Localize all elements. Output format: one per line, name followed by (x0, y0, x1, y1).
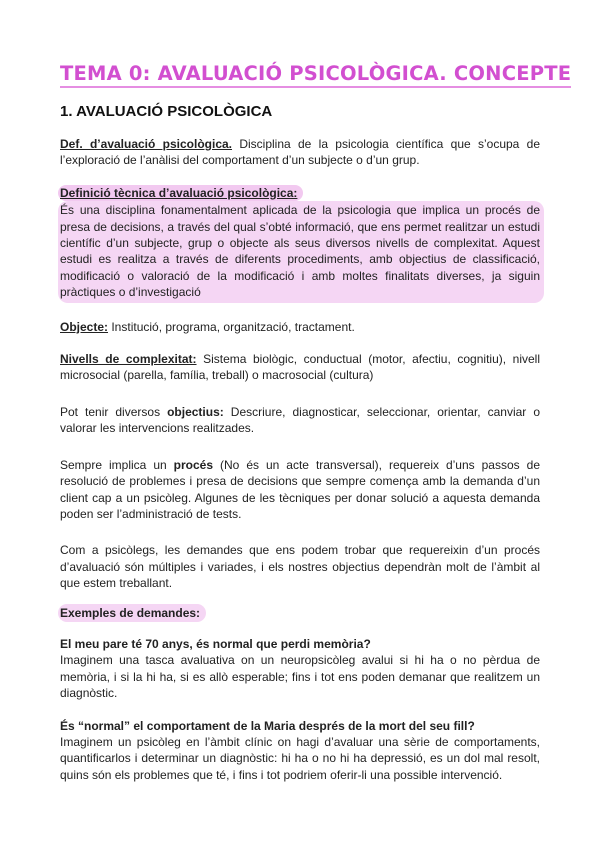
definition-paragraph (60, 136, 540, 169)
demandes-paragraph: Com a psicòlegs, les demandes que ens podem trobar que requereixin d’un procés d’avaluació són múltiples i variades, i els nostres objectius dependràn molt de l’àmbit al que estem treballant. (60, 543, 540, 591)
objecte-paragraph (60, 319, 540, 335)
technical-definition-text: És una disciplina fonamentalment aplicada de la psicologia que implica un procés de presa de decisions, a través del qual s’obté informació, que ens permet realitzar un estudi científic d’un subjecte, grup o objecte als seus diversos nivells de complexitat. Aquest estudi es realitza a través de diferents procediments, amb objectius de classificació, modificació o valoració de la modificació i amb moltes finalitats diverses, ja siguin pràctiques o d’investigació (58, 201, 544, 302)
objecte-text: Institució, programa, organització, tractament. (108, 319, 355, 334)
proces-text-after: (No és un acte transversal), requereix d’uns passos de resolució de problemes i presa de decisions que sempre comença amb la demanda d’un client cap a un psicòleg. Algunes de les tècniques per donar solució a aquesta demanda poden ser l’administració de tests. (60, 457, 540, 521)
nivells-label: Nivells de complexitat: (60, 352, 197, 367)
document-title: TEMA 0: AVALUACIÓ PSICOLÒGICA. CONCEPTE (60, 62, 571, 88)
proces-paragraph (60, 457, 540, 523)
example1-question: El meu pare té 70 anys, és normal que perdi memòria? (60, 636, 371, 651)
technical-definition-label: Definició tècnica d’avaluació psicològica: (58, 185, 303, 201)
document-page (60, 62, 572, 783)
objectius-label: objectius: (167, 404, 224, 419)
examples-heading: Exemples de demandes: (58, 604, 206, 622)
definition-label: Def. d’avaluació psicològica. (60, 137, 233, 151)
objectius-text-after: Descriure, diagnosticar, seleccionar, orientar, canviar o valorar les intervencions realitzades. (60, 404, 540, 436)
objectius-text-before: Pot tenir diversos (60, 404, 168, 419)
proces-label: procés (173, 457, 214, 472)
section-heading: 1. AVALUACIÓ PSICOLÒGICA (60, 103, 273, 120)
proces-text-before: Sempre implica un (60, 457, 174, 472)
example2-question: És “normal” el comportament de la Maria després de la mort del seu fill? (60, 718, 475, 733)
objectius-paragraph (60, 404, 540, 437)
example2-text: Imaginem un psicòleg en l’àmbit clínic on hagi d’avaluar una sèrie de comportaments, quantificarlos i determinar un diagnòstic: hi ha o no hi ha depressió, es un dol mal resolt, quins són els problemes que té, i fins i tot podriem oferir-li una possible intervenció. (60, 734, 540, 782)
definition-text: Disciplina de la psicologia científica que s’ocupa de l’exploració de l’anàlisi del comportament d’un subjecte o d’un grup. (60, 137, 540, 168)
nivells-paragraph (60, 351, 540, 384)
example1-text: Imaginem una tasca avaluativa on un neuropsicòleg avalui si hi ha o no pèrdua de memòria, i si la hi ha, si es allò esperable; fins i tot ens poden demanar que realitzem un diagnòstic. (60, 653, 540, 701)
objecte-label: Objecte: (60, 319, 109, 334)
technical-definition-block (60, 185, 540, 303)
nivells-text: Sistema biològic, conductual (motor, afectiu, cognitiu), nivell microsocial (parella, família, treball) o macrosocial (cultura) (60, 352, 540, 383)
examples-heading-line (60, 604, 540, 622)
